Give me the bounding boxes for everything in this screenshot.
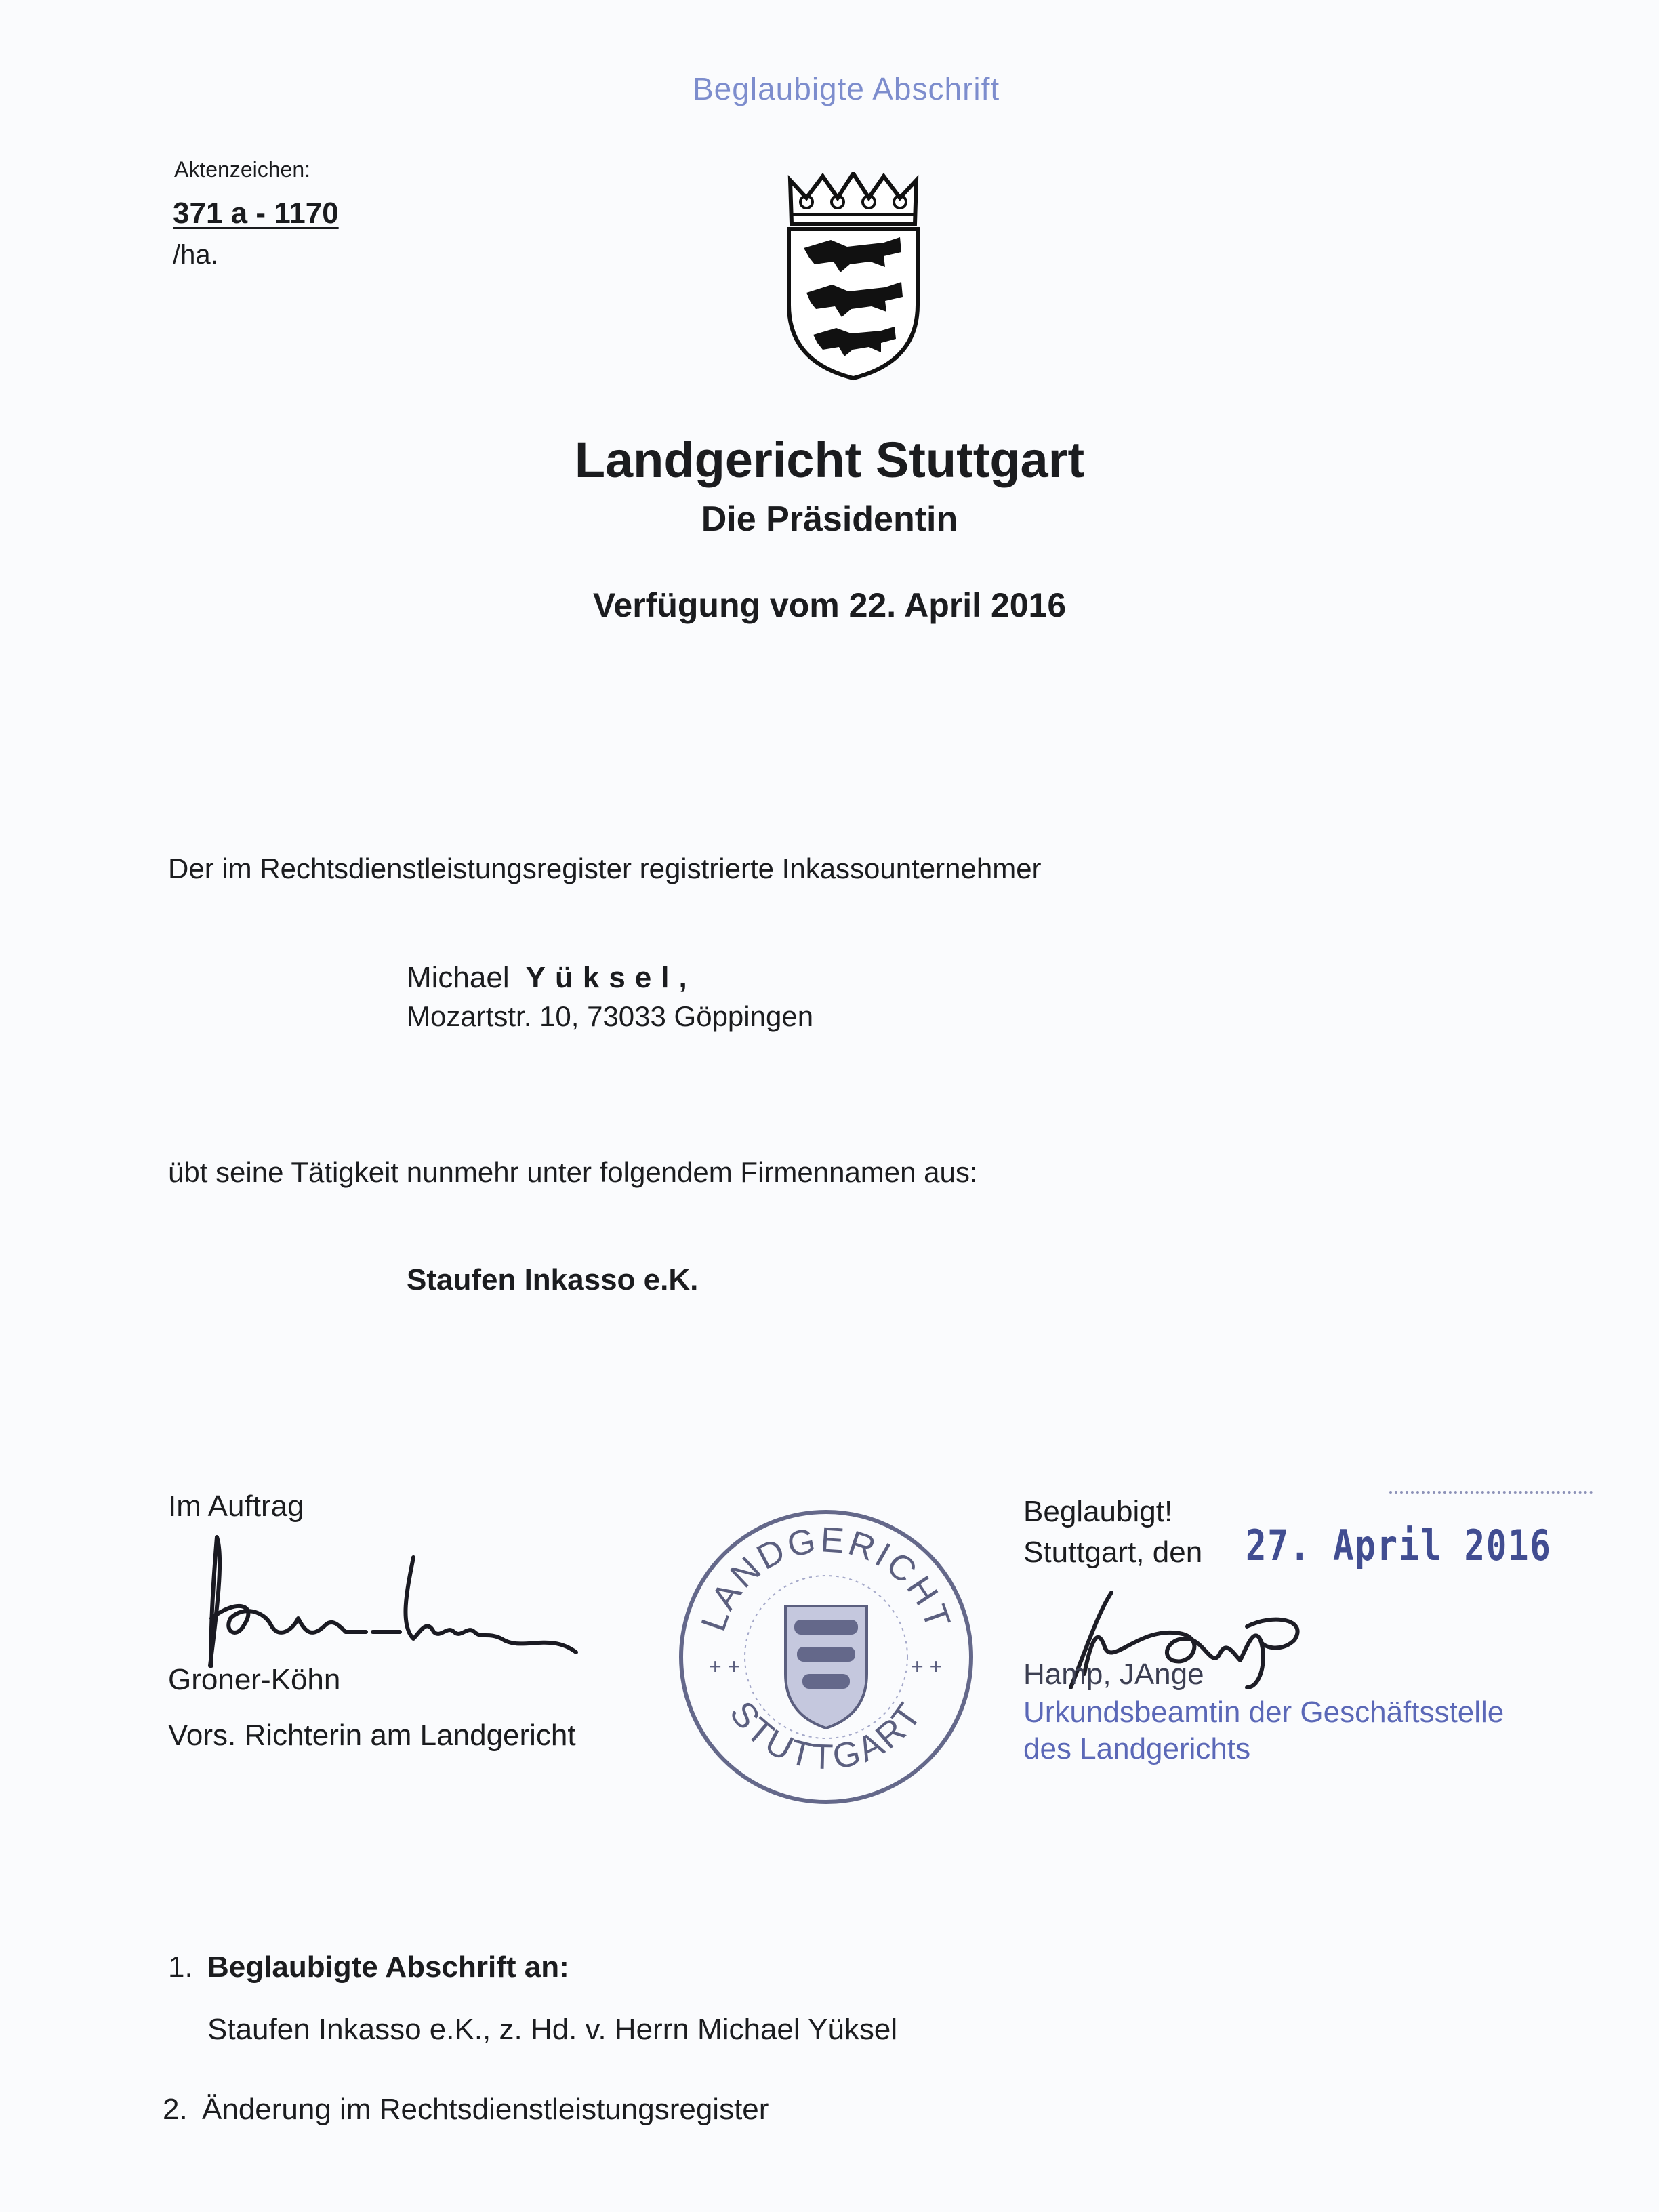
certification-line-2: Stuttgart, den <box>1023 1536 1203 1569</box>
distribution-item-1-number: 1. <box>168 1950 193 1984</box>
order-title: Verfügung vom 22. April 2016 <box>592 586 1067 624</box>
certified-copy-stamp: Beglaubigte Abschrift <box>693 71 1000 106</box>
stamped-date: 27. April 2016 <box>1246 1521 1552 1570</box>
seal-bottom-text: STUTTGART <box>722 1694 930 1778</box>
court-name: Landgericht Stuttgart <box>574 432 1085 488</box>
signer-role: Vors. Richterin am Landgericht <box>168 1719 576 1752</box>
distribution-item-1-heading: Beglaubigte Abschrift an: <box>207 1950 569 1984</box>
distribution-item-2-text: Änderung im Rechtsdienstleistungsregister <box>202 2093 769 2126</box>
clerk-title-line-2: des Landgerichts <box>1023 1732 1251 1765</box>
file-reference-label: Aktenzeichen: <box>174 157 311 182</box>
court-seal <box>674 1504 979 1809</box>
court-subtitle: Die Präsidentin <box>701 499 958 539</box>
firm-name: Staufen Inkasso e.K. <box>407 1263 699 1296</box>
activity-paragraph: übt seine Tätigkeit nunmehr unter folgendem Firmennamen aus: <box>168 1156 978 1188</box>
intro-paragraph: Der im Rechtsdienstleistungsregister registrierte Inkassounternehmer <box>168 853 1042 884</box>
file-reference-number: 371 a - 1170 <box>173 197 339 230</box>
baden-wuerttemberg-coat-of-arms-icon <box>782 172 924 382</box>
distribution-item-2-number: 2. <box>163 2093 188 2126</box>
clerk-title-line-1: Urkundsbeamtin der Geschäftsstelle <box>1023 1696 1504 1729</box>
person-surname: Yüksel, <box>525 961 697 994</box>
certification-line-1: Beglaubigt! <box>1023 1495 1173 1528</box>
signer-name: Groner-Köhn <box>168 1663 341 1696</box>
svg-text:+ +: + + <box>911 1654 943 1679</box>
distribution-item-1-detail: Staufen Inkasso e.K., z. Hd. v. Herrn Michael Yüksel <box>207 2013 898 2046</box>
person-first-name: Michael <box>407 961 510 994</box>
svg-text:+ +: + + <box>709 1654 741 1679</box>
clerk-name: Hamp, JAnge <box>1023 1658 1204 1691</box>
person-address: Mozartstr. 10, 73033 Göppingen <box>407 1000 814 1032</box>
dotted-line <box>1389 1491 1593 1494</box>
im-auftrag-label: Im Auftrag <box>168 1490 304 1523</box>
file-reference-suffix: /ha. <box>173 240 218 270</box>
person-name <box>407 961 697 995</box>
seal-top-text: LANDGERICHT <box>693 1520 959 1637</box>
